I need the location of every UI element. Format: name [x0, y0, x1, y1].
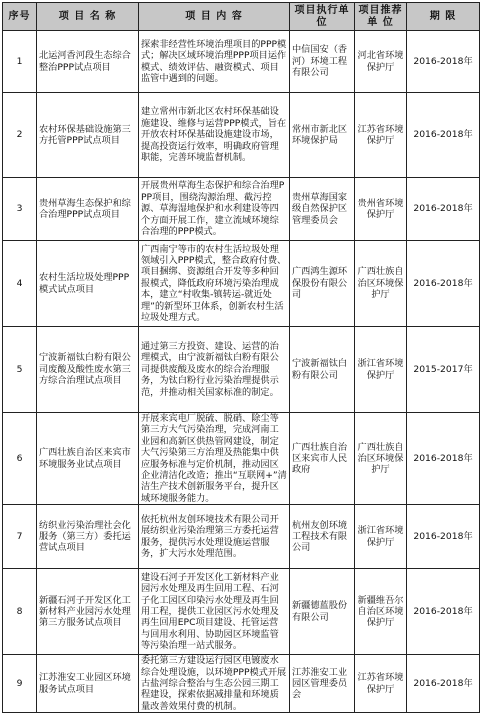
executing-unit: 杭州友创环境工程技术有限公司	[290, 505, 355, 569]
executing-unit: 贵州草海国家级自然保护区管理委员会	[290, 178, 355, 241]
project-name: 农村环保基础设施第三方托管PPP试点项目	[37, 93, 139, 178]
project-name: 北运河香河段生态综合整治PPP试点项目	[37, 31, 139, 93]
executing-unit: 广西壮族自治区来宾市人民政府	[290, 413, 355, 505]
project-period: 2015-2017年	[407, 327, 480, 413]
project-name: 新疆石河子开发区化工新材料产业园污水处理第三方服务试点项目	[37, 569, 139, 655]
project-content: 依托杭州友创环境技术有限公司开展纺织业污染治理第三方委托运营服务，提供污水处理设施运营服务，扩大污水处理范围。	[139, 505, 290, 569]
project-content: 建设石河子开发区化工新材料产业园污水处理及再生回用工程、石河子化工园区印染污水处理及再生回用工程，提供工业园区污水处理及再生回用EPC项目建设、托管运营与回用水利用、协助园区环境监管等污染治理一站式服务。	[139, 569, 290, 655]
project-period: 2016-2018年	[407, 655, 480, 713]
table-row	[3, 31, 480, 93]
table-row	[3, 178, 480, 241]
recommending-unit: 河北省环境保护厅	[355, 31, 407, 93]
project-name: 纺织业污染治理社会化服务（第三方）委托运营试点项目	[37, 505, 139, 569]
recommending-unit: 浙江省环境保护厅	[355, 327, 407, 413]
project-name: 江苏淮安工业园区环境服务试点项目	[37, 655, 139, 713]
project-name: 宁波新福钛白粉有限公司废酸及酸性废水第三方综合治理试点项目	[37, 327, 139, 413]
executing-unit: 常州市新北区环境保护局	[290, 93, 355, 178]
project-period: 2016-2018年	[407, 31, 480, 93]
recommending-unit: 江苏省环境保护厅	[355, 93, 407, 178]
row-num: 4	[3, 241, 37, 327]
executing-unit: 新疆德蓝股份有限公司	[290, 569, 355, 655]
row-num: 7	[3, 505, 37, 569]
header-recommend: 项目推荐单 位	[355, 3, 407, 31]
executing-unit: 中信国安（香河）环境工程有限公司	[290, 31, 355, 93]
recommending-unit: 浙江省环境保护厅	[355, 505, 407, 569]
row-num: 5	[3, 327, 37, 413]
recommending-unit: 广西壮族自治区环境保护厅	[355, 241, 407, 327]
pilot-projects-table	[2, 2, 480, 713]
project-content: 建立常州市新北区农村环保基础设施建设、维修与运营PPP模式，旨在开放农村环保基础设施建设市场，提高投资运行效率，明确政府管理职能，完善环境监督机制。	[139, 93, 290, 178]
recommending-unit: 广西壮族自治区环境保护厅	[355, 413, 407, 505]
table-row	[3, 327, 480, 413]
recommending-unit: 贵州省环境保护厅	[355, 178, 407, 241]
row-num: 3	[3, 178, 37, 241]
project-period: 2016-2018年	[407, 413, 480, 505]
table-row	[3, 655, 480, 713]
project-content: 广西南宁等市的农村生活垃圾处理领域引入PPP模式，整合政府付费、项目捆绑、资源组合开发等多种回报模式，降低政府环境污染治理成本，建立“村收集-镇转运-就近处理”的新型环卫体系，创新农村生活垃圾处理方式。	[139, 241, 290, 327]
table-row	[3, 93, 480, 178]
table-row	[3, 505, 480, 569]
recommending-unit: 新疆维吾尔自治区环境保护厅	[355, 569, 407, 655]
header-name: 项 目 名 称	[37, 3, 139, 31]
row-num: 8	[3, 569, 37, 655]
table-row	[3, 413, 480, 505]
recommending-unit: 江苏省环境保护厅	[355, 655, 407, 713]
project-name: 广西壮族自治区来宾市环境服务业试点项目	[37, 413, 139, 505]
executing-unit: 江苏淮安工业园区管理委员会	[290, 655, 355, 713]
project-name: 农村生活垃圾处理PPP模式试点项目	[37, 241, 139, 327]
project-period: 2016-2018年	[407, 241, 480, 327]
row-num: 9	[3, 655, 37, 713]
executing-unit: 宁波新福钛白粉有限公司	[290, 327, 355, 413]
row-num: 2	[3, 93, 37, 178]
row-num: 1	[3, 31, 37, 93]
project-content: 开展贵州草海生态保护和综合治理PPP项目，围绕沟源治理、截污控源、草海湿地保护和水利建设等四个方面开展工作，建立流域环境综合治理的PPP模式。	[139, 178, 290, 241]
project-content: 委托第三方建设运行园区电镀废水综合处理设施，以环境PPP模式开展古盐河综合整治与生态公园三期工程建设，探索依据减排量和环境质量改善效果付费的机制。	[139, 655, 290, 713]
project-content: 通过第三方投资、建设、运营的治理模式，由宁波新福钛白粉有限公司提供废酸及废水的综合治理服务，为钛白粉行业污染治理提供示范，并推动相关国家标准的制定。	[139, 327, 290, 413]
project-period: 2016-2018年	[407, 569, 480, 655]
project-name: 贵州草海生态保护和综合治理PPP试点项目	[37, 178, 139, 241]
project-content: 探索非经营性环境治理项目的PPP模式；解决区域环境治理PPP项目运作模式、绩效评估、融资模式、项目监管中遇到的问题。	[139, 31, 290, 93]
row-num: 6	[3, 413, 37, 505]
project-content: 开展来宾电厂脱硫、脱硝、除尘等第三方大气污染治理，完成河南工业园和高新区供热管网建设，制定大气污染第三方治理及热能集中供应服务标准与定价机制，推动园区企业清洁化改造；推出“互联网+”清洁生产技术创新服务平台，提升区域环境服务能力。	[139, 413, 290, 505]
header-num: 序号	[3, 3, 37, 31]
project-period: 2016-2018年	[407, 93, 480, 178]
executing-unit: 广西鸿生源环保股份有限公司	[290, 241, 355, 327]
table-header-row	[3, 3, 480, 31]
project-period: 2016-2018年	[407, 178, 480, 241]
project-period: 2016-2018年	[407, 505, 480, 569]
header-content: 项 目 内 容	[139, 3, 290, 31]
table-row	[3, 569, 480, 655]
table-row	[3, 241, 480, 327]
header-period: 期 限	[407, 3, 480, 31]
header-unit: 项目执行单位	[290, 3, 355, 31]
